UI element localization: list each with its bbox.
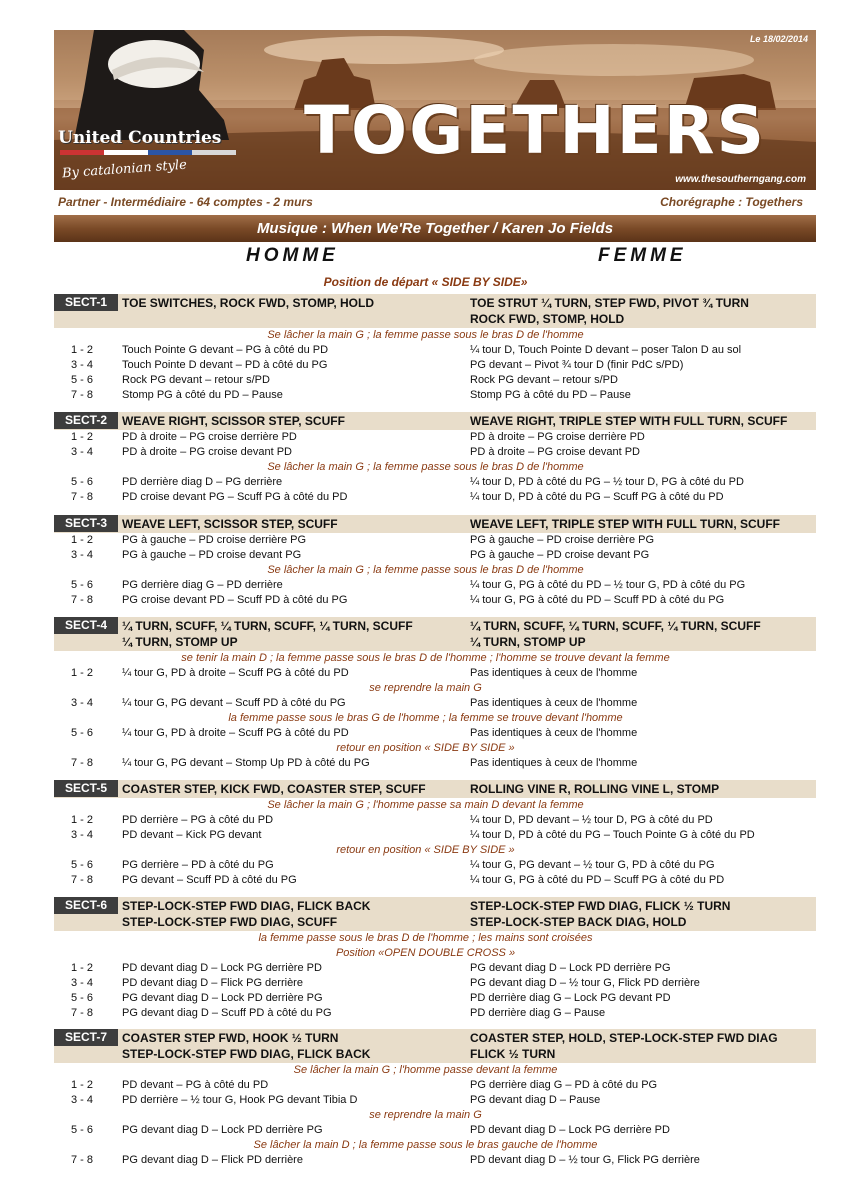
section-note: Se lâcher la main G ; la femme passe sous le bras D de l'homme: [267, 461, 584, 473]
step-woman: PG devant diag D – Lock PD derrière PG: [470, 962, 671, 974]
step-count: 1 - 2: [70, 667, 93, 679]
section-note: la femme passe sous le bras G de l'homme ; la femme se trouve devant l'homme: [228, 712, 623, 724]
step-man: PD à droite – PG croise derrière PD: [122, 431, 297, 443]
step-woman: PD devant diag D – ½ tour G, Flick PG derrière: [470, 1154, 700, 1166]
step-count: 3 - 4: [70, 697, 93, 709]
step-woman: Pas identiques à ceux de l'homme: [470, 667, 638, 679]
step-count: 1 - 2: [70, 962, 93, 974]
step-count: 3 - 4: [70, 549, 93, 561]
step-count: 3 - 4: [70, 1094, 93, 1106]
step-count: 5 - 6: [70, 727, 93, 739]
column-head-man: HOMME: [246, 245, 339, 266]
section-title-woman: WEAVE RIGHT, TRIPLE STEP WITH FULL TURN, SCUFF: [470, 414, 788, 428]
section-title-woman: STEP-LOCK-STEP FWD DIAG, FLICK ½ TURN: [470, 899, 731, 913]
step-count: 5 - 6: [70, 476, 93, 488]
step-man: PG devant diag D – Lock PD derrière PG: [122, 1124, 323, 1136]
step-man: ¼ tour G, PD à droite – Scuff PG à côté du PD: [122, 727, 349, 739]
section-title-man: STEP-LOCK-STEP FWD DIAG, FLICK BACK: [122, 1047, 371, 1061]
step-man: ¼ tour G, PG devant – Scuff PD à côté du PG: [122, 697, 346, 709]
section-title-woman: ¼ TURN, SCUFF, ¼ TURN, SCUFF, ¼ TURN, SCUFF: [470, 619, 761, 633]
section-title-man: COASTER STEP, KICK FWD, COASTER STEP, SCUFF: [122, 782, 426, 796]
choreographer: Chorégraphe : Togethers: [660, 195, 803, 209]
step-woman: ¼ tour G, PG à côté du PD – ½ tour G, PD à côté du PG: [470, 579, 746, 591]
step-count: 5 - 6: [70, 579, 93, 591]
step-woman: PG devant diag D – Pause: [470, 1094, 601, 1106]
step-count: 5 - 6: [70, 1124, 93, 1136]
section-title-woman: ¼ TURN, STOMP UP: [470, 635, 586, 649]
section-tag: SECT-2: [54, 412, 118, 429]
step-woman: ¼ tour D, PD à côté du PG – Scuff PG à côté du PD: [470, 491, 724, 503]
start-position: Position de départ « SIDE BY SIDE»: [323, 275, 528, 289]
step-woman: ¼ tour D, Touch Pointe D devant – poser Talon D au sol: [470, 344, 742, 356]
step-count: 3 - 4: [70, 359, 93, 371]
step-count: 7 - 8: [70, 594, 93, 606]
step-man: PD derrière – PG à côté du PD: [122, 814, 274, 826]
step-count: 3 - 4: [70, 446, 93, 458]
section-title-woman: WEAVE LEFT, TRIPLE STEP WITH FULL TURN, SCUFF: [470, 517, 780, 531]
step-man: PG devant – Scuff PD à côté du PG: [122, 874, 297, 886]
step-count: 1 - 2: [70, 534, 93, 546]
step-count: 3 - 4: [70, 829, 93, 841]
section-title-man: COASTER STEP FWD, HOOK ½ TURN: [122, 1031, 339, 1045]
step-man: Touch Pointe G devant – PG à côté du PD: [122, 344, 329, 356]
step-man: PD derrière – ½ tour G, Hook PG devant Tibia D: [122, 1094, 358, 1106]
step-man: PG derrière diag G – PD derrière: [122, 579, 283, 591]
section-note: se tenir la main D ; la femme passe sous le bras D de l'homme ; l'homme se trouve devant la femme: [181, 652, 670, 664]
section-title-man: WEAVE RIGHT, SCISSOR STEP, SCUFF: [122, 414, 345, 428]
section-title-man: STEP-LOCK-STEP FWD DIAG, FLICK BACK: [122, 899, 371, 913]
section-tag: SECT-6: [54, 897, 118, 914]
section-title-man: TOE SWITCHES, ROCK FWD, STOMP, HOLD: [122, 296, 375, 310]
step-count: 7 - 8: [70, 874, 93, 886]
section-title-man: WEAVE LEFT, SCISSOR STEP, SCUFF: [122, 517, 338, 531]
step-woman: PD derrière diag G – Lock PG devant PD: [470, 992, 671, 1004]
dance-title: TOGETHERS: [304, 92, 767, 169]
section-tag: SECT-4: [54, 617, 118, 634]
step-man: Touch Pointe D devant – PD à côté du PG: [122, 359, 328, 371]
step-woman: PG à gauche – PD croise derrière PG: [470, 534, 655, 546]
section-note: Se lâcher la main G ; l'homme passe sa main D devant la femme: [267, 799, 584, 811]
section-note: Position «OPEN DOUBLE CROSS »: [335, 947, 516, 959]
step-woman: ¼ tour D, PD à côté du PG – ½ tour D, PG à côté du PD: [470, 476, 744, 488]
section-title-woman: STEP-LOCK-STEP BACK DIAG, HOLD: [470, 915, 687, 929]
column-head-woman: FEMME: [598, 245, 687, 266]
step-man: PG à gauche – PD croise derrière PG: [122, 534, 307, 546]
section-note: se reprendre la main G: [369, 682, 482, 694]
step-man: PD croise devant PG – Scuff PG à côté du PD: [122, 491, 348, 503]
step-man: ¼ tour G, PD à droite – Scuff PG à côté du PD: [122, 667, 349, 679]
section-tag: SECT-5: [54, 780, 118, 797]
step-woman: PD derrière diag G – Pause: [470, 1007, 606, 1019]
step-count: 5 - 6: [70, 374, 93, 386]
step-woman: Rock PG devant – retour s/PD: [470, 374, 618, 386]
step-count: 1 - 2: [70, 814, 93, 826]
step-man: PG derrière – PD à côté du PG: [122, 859, 274, 871]
step-woman: ¼ tour G, PG à côté du PD – Scuff PG à côté du PD: [470, 874, 725, 886]
website-link[interactable]: www.thesoutherngang.com: [675, 174, 806, 185]
step-woman: PG devant – Pivot ¾ tour D (finir PdC s/PD): [470, 359, 684, 371]
step-woman: PD devant diag D – Lock PG derrière PD: [470, 1124, 670, 1136]
step-woman: Pas identiques à ceux de l'homme: [470, 757, 638, 769]
step-count: 7 - 8: [70, 1007, 93, 1019]
section-title-man: ¼ TURN, SCUFF, ¼ TURN, SCUFF, ¼ TURN, SCUFF: [122, 619, 413, 633]
step-count: 5 - 6: [70, 992, 93, 1004]
step-man: PG croise devant PD – Scuff PD à côté du PG: [122, 594, 348, 606]
section-title-man: STEP-LOCK-STEP FWD DIAG, SCUFF: [122, 915, 338, 929]
step-count: 7 - 8: [70, 491, 93, 503]
dance-level: Partner - Intermédiaire - 64 comptes - 2 murs: [58, 195, 313, 209]
step-woman: Pas identiques à ceux de l'homme: [470, 727, 638, 739]
section-title-woman: COASTER STEP, HOLD, STEP-LOCK-STEP FWD DIAG: [470, 1031, 778, 1045]
step-count: 7 - 8: [70, 389, 93, 401]
section-note: retour en position « SIDE BY SIDE »: [336, 844, 515, 856]
section-note: la femme passe sous le bras D de l'homme ; les mains sont croisées: [258, 932, 593, 944]
step-man: PD derrière diag D – PG derrière: [122, 476, 283, 488]
brand-logo-text: United Countries: [58, 128, 222, 148]
step-man: PD à droite – PG croise devant PD: [122, 446, 292, 458]
flag-stripe: [60, 150, 236, 155]
section-note: Se lâcher la main G ; l'homme passe devant la femme: [293, 1064, 558, 1076]
section-title-woman: FLICK ½ TURN: [470, 1047, 556, 1061]
step-woman: ¼ tour G, PG à côté du PD – Scuff PD à côté du PG: [470, 594, 725, 606]
step-woman: Stomp PG à côté du PD – Pause: [470, 389, 631, 401]
step-count: 7 - 8: [70, 757, 93, 769]
step-woman: ¼ tour G, PG devant – ½ tour G, PD à côté du PG: [470, 859, 715, 871]
section-note: Se lâcher la main G ; la femme passe sous le bras D de l'homme: [267, 564, 584, 576]
step-woman: PG derrière diag G – PD à côté du PG: [470, 1079, 658, 1091]
brand-subtitle: By catalonian style: [61, 157, 188, 182]
section-tag: SECT-1: [54, 294, 118, 311]
step-count: 7 - 8: [70, 1154, 93, 1166]
step-woman: PD à droite – PG croise derrière PD: [470, 431, 645, 443]
step-man: PD devant – Kick PG devant: [122, 829, 262, 841]
music-bar: [54, 215, 816, 242]
step-woman: Pas identiques à ceux de l'homme: [470, 697, 638, 709]
step-woman: PD à droite – PG croise devant PD: [470, 446, 640, 458]
section-note: se reprendre la main G: [369, 1109, 482, 1121]
banner: [54, 30, 816, 190]
step-man: ¼ tour G, PG devant – Stomp Up PD à côté du PG: [122, 757, 370, 769]
section-note: Se lâcher la main D ; la femme passe sous le bras gauche de l'homme: [253, 1139, 598, 1151]
step-man: PG devant diag D – Scuff PD à côté du PG: [122, 1007, 332, 1019]
step-count: 1 - 2: [70, 431, 93, 443]
step-man: PG à gauche – PD croise devant PG: [122, 549, 302, 561]
section-title-woman: ROCK FWD, STOMP, HOLD: [470, 312, 625, 326]
section-tag: SECT-3: [54, 515, 118, 532]
section-tag: SECT-7: [54, 1029, 118, 1046]
step-woman: PG devant diag D – ½ tour G, Flick PD derrière: [470, 977, 700, 989]
section-title-woman: ROLLING VINE R, ROLLING VINE L, STOMP: [470, 782, 720, 796]
step-count: 1 - 2: [70, 1079, 93, 1091]
step-man: Stomp PG à côté du PD – Pause: [122, 389, 283, 401]
section-note: Se lâcher la main G ; la femme passe sous le bras D de l'homme: [267, 329, 584, 341]
step-woman: ¼ tour D, PD à côté du PG – Touch Pointe G à côté du PD: [470, 829, 755, 841]
step-man: PD devant – PG à côté du PD: [122, 1079, 269, 1091]
step-man: PG devant diag D – Flick PD derrière: [122, 1154, 303, 1166]
step-woman: PG à gauche – PD croise devant PG: [470, 549, 650, 561]
step-count: 1 - 2: [70, 344, 93, 356]
step-count: 5 - 6: [70, 859, 93, 871]
step-man: PD devant diag D – Flick PG derrière: [122, 977, 303, 989]
step-woman: ¼ tour D, PD devant – ½ tour D, PG à côté du PD: [470, 814, 713, 826]
section-title-woman: TOE STRUT ¼ TURN, STEP FWD, PIVOT ¾ TURN: [470, 296, 749, 310]
music-title: Musique : When We'Re Together / Karen Jo Fields: [256, 220, 614, 237]
document-date: Le 18/02/2014: [749, 34, 808, 44]
step-man: PG devant diag D – Lock PD derrière PG: [122, 992, 323, 1004]
step-man: PD devant diag D – Lock PG derrière PD: [122, 962, 322, 974]
section-title-man: ¼ TURN, STOMP UP: [122, 635, 238, 649]
step-man: Rock PG devant – retour s/PD: [122, 374, 270, 386]
step-count: 3 - 4: [70, 977, 93, 989]
section-note: retour en position « SIDE BY SIDE »: [336, 742, 515, 754]
